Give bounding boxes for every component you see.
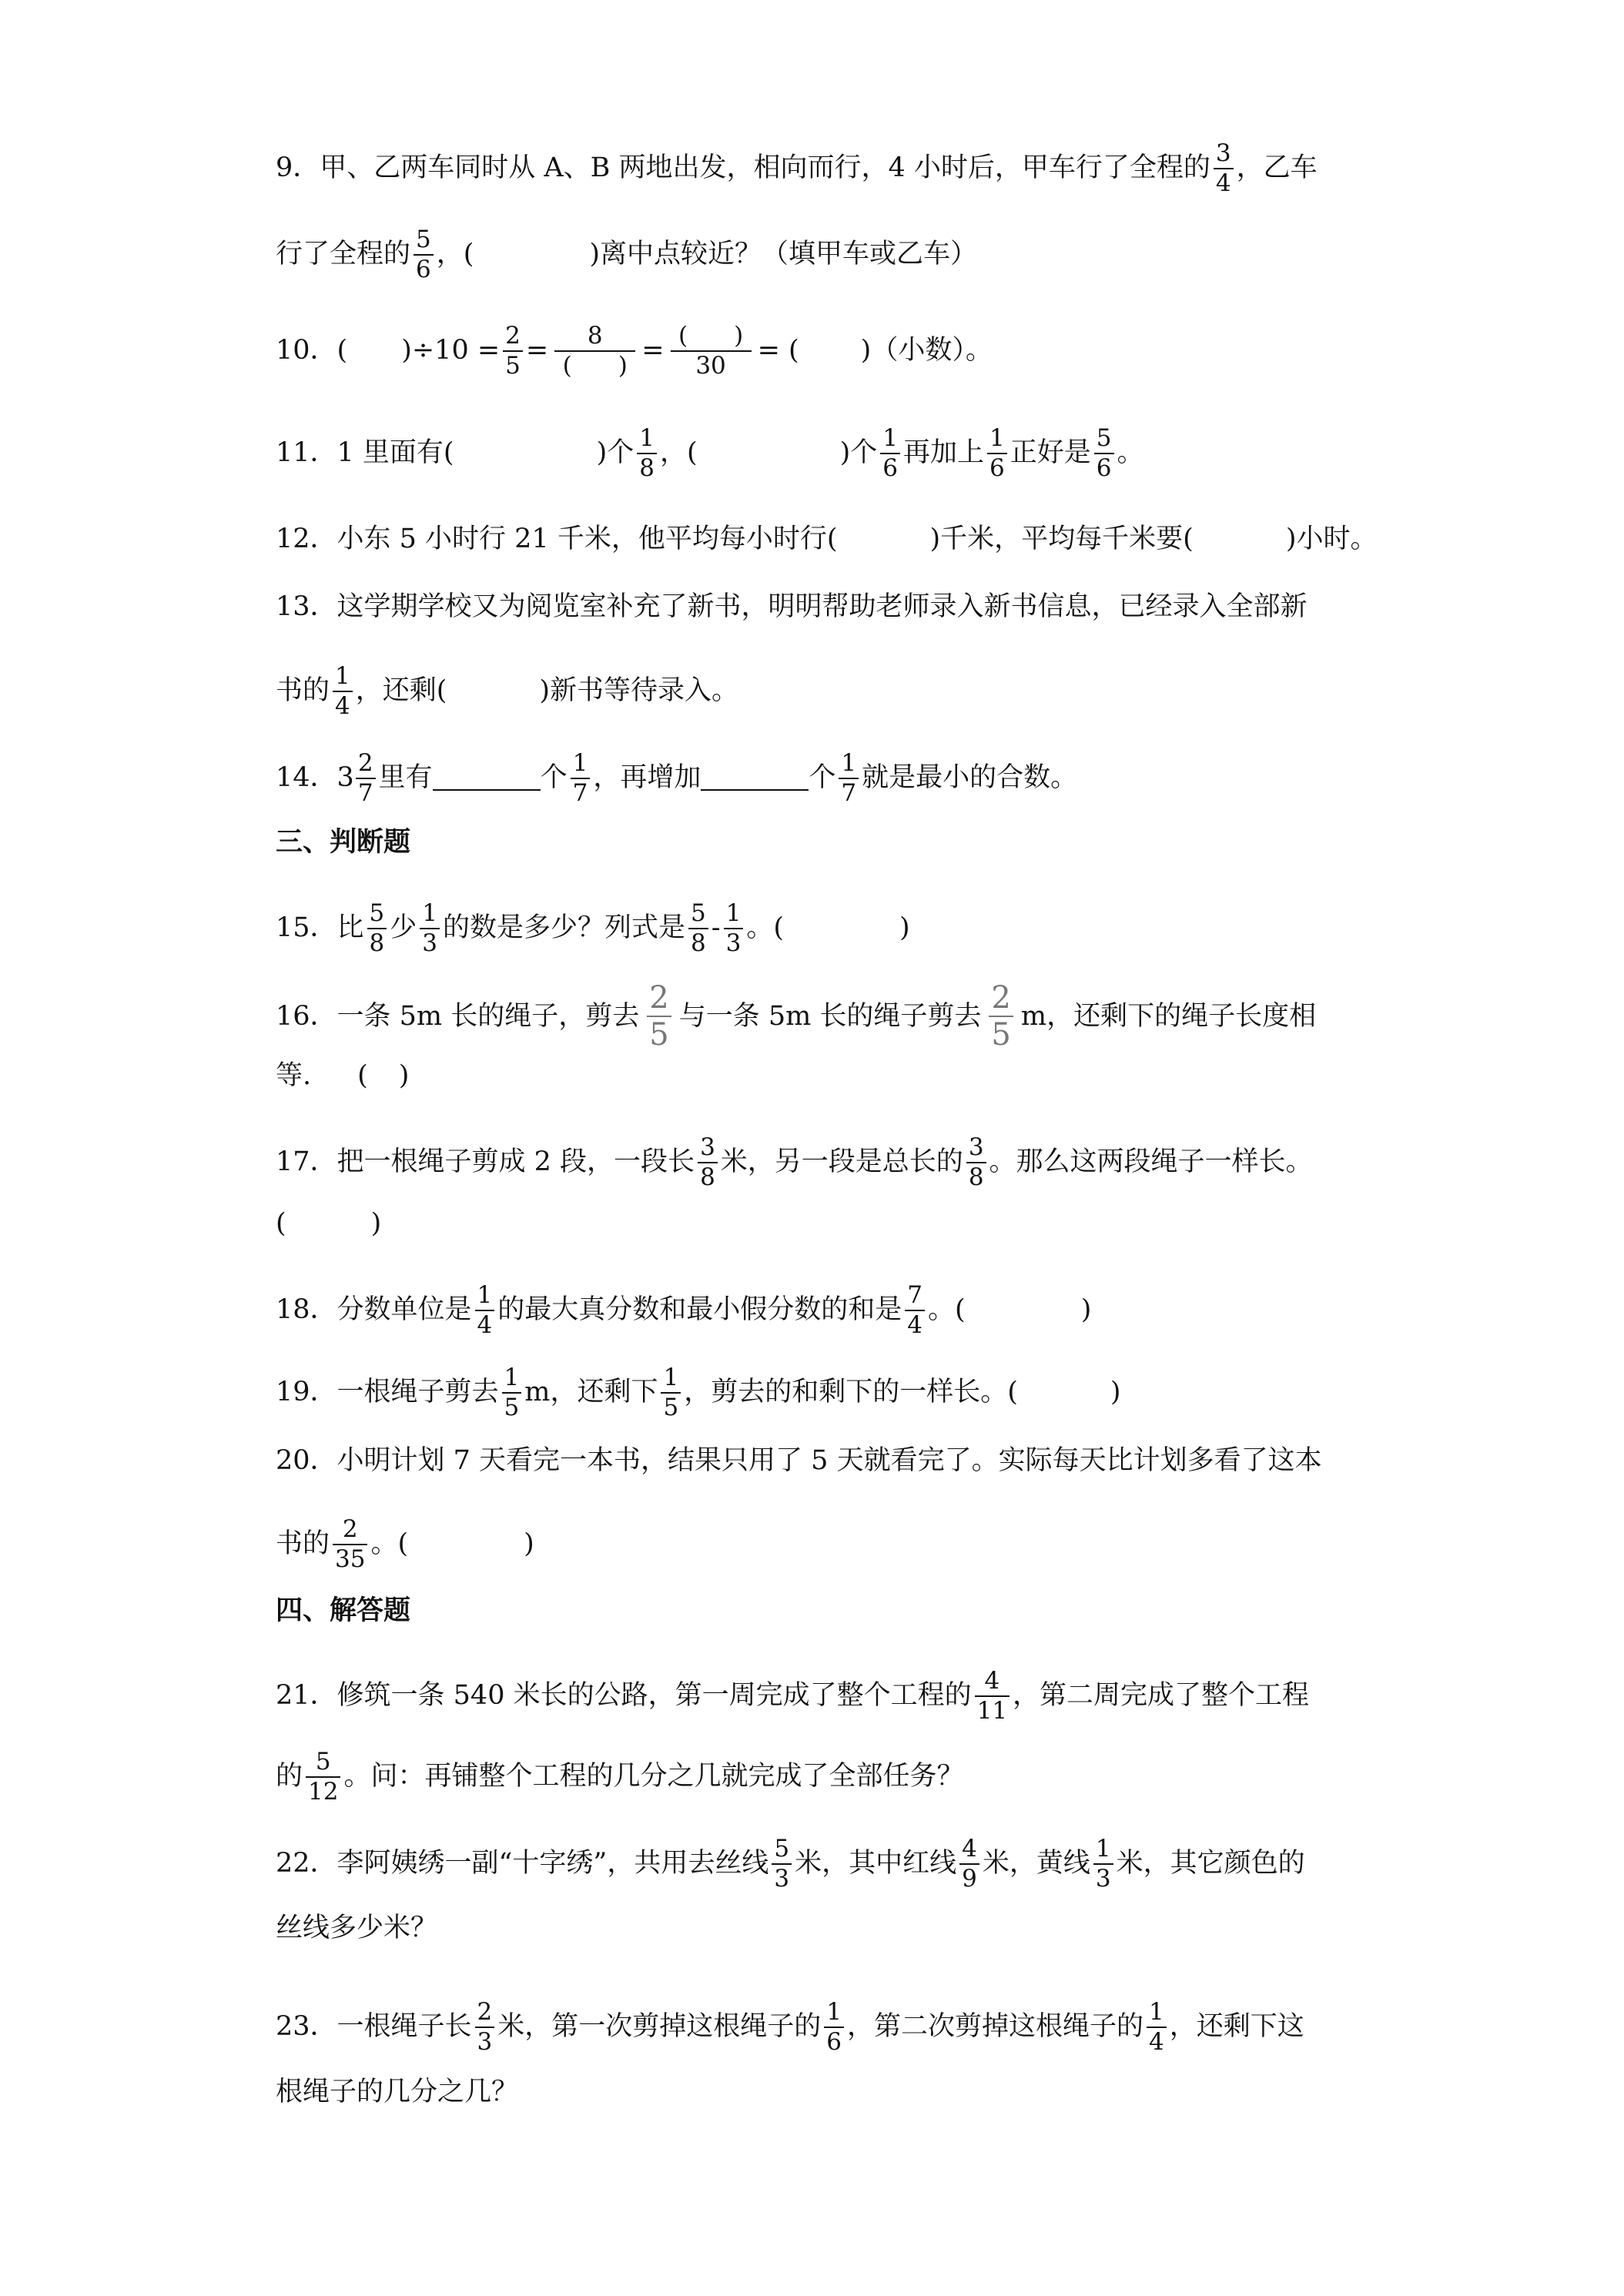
- fraction: $\frac{5}{8}$: [688, 901, 708, 956]
- fraction: $\frac{5}{3}$: [772, 1836, 792, 1891]
- question-23-line-1: 23．一根绳子长 $\frac{2}{3}$ 米，第一次剪掉这根绳子的 $\frac{1}{6}$ ，第二次剪掉这根绳子的 $\frac{1}{4}$ ，还剩下这: [276, 1998, 1304, 2056]
- question-23-line-2: 根绳子的几分之几？: [276, 2077, 519, 2107]
- fraction: $\frac{2}{5}$: [503, 323, 523, 378]
- fraction: $\frac{2}{35}$: [333, 1517, 367, 1571]
- question-22-line-2: 丝线多少米？: [276, 1913, 438, 1943]
- fraction: $\frac{3}{4}$: [1214, 141, 1234, 196]
- fraction: $\frac{1}{5}$: [661, 1365, 681, 1420]
- fraction: $\frac{5}{6}$: [1094, 426, 1114, 480]
- fraction: $\frac{4}{9}$: [959, 1836, 979, 1891]
- fraction: $\frac{3}{8}$: [966, 1135, 986, 1190]
- fraction-with-blank: $\frac{8}{( )}$: [554, 323, 635, 378]
- question-19: 19．一根绳子剪去 $\frac{1}{5}$ m，还剩下 $\frac{1}{5}$ ，剪去的和剩下的一样长。( ): [276, 1364, 1121, 1421]
- answer-underline[interactable]: [701, 766, 809, 791]
- question-13-line-2: 书的 $\frac{1}{4}$ ，还剩( )新书等待录入。: [276, 662, 739, 720]
- section-heading-answer: 四、解答题: [276, 1595, 411, 1626]
- section-heading-judgment: 三、判断题: [276, 827, 411, 858]
- question-20-line-1: 20．小明计划 7 天看完一本书，结果只用了 5 天就看完了。实际每天比计划多看了这本: [276, 1445, 1322, 1476]
- fraction-with-blank: $\frac{( )}{30}$: [671, 323, 752, 378]
- fraction: $\frac{1}{4}$: [475, 1283, 495, 1337]
- question-21-line-1: 21．修筑一条 540 米长的公路，第一周完成了整个工程的 $\frac{4}{11}$ ，第二周完成了整个工程: [276, 1667, 1310, 1725]
- fraction: $\frac{1}{4}$: [333, 664, 353, 718]
- fraction: $\frac{1}{3}$: [420, 901, 440, 956]
- question-16-line-2: 等. ( ): [276, 1060, 410, 1091]
- question-22-line-1: 22．李阿姨绣一副“十字绣”，共用去丝线 $\frac{5}{3}$ 米，其中红线 $\frac{4}{9}$ 米，黄线 $\frac{1}{3}$ 米，其它颜色的: [276, 1835, 1305, 1893]
- question-18: 18．分数单位是 $\frac{1}{4}$ 的最大真分数和最小假分数的和是 $\frac{7}{4}$ 。( ): [276, 1281, 1092, 1339]
- fraction: $\frac{1}{6}$: [880, 426, 900, 480]
- question-16-line-1: 16．一条 5m 长的绳子，剪去 $\frac{2}{5}$ 与一条 5m 长的绳子剪去 $\frac{2}{5}$ m，还剩下的绳子长度相: [276, 980, 1317, 1053]
- question-12: 12．小东 5 小时行 21 千米，他平均每小时行( )千米，平均每千米要( )小时。: [276, 524, 1378, 554]
- question-20-line-2: 书的 $\frac{2}{35}$ 。( ): [276, 1515, 534, 1573]
- mixed-number-fraction: $\frac{2}{7}$: [356, 751, 376, 805]
- fraction: $\frac{5}{12}$: [306, 1749, 340, 1804]
- q9-text: 9．甲、乙两车同时从 A、B 两地出发，相向而行，4 小时后，甲车行了全程的: [276, 152, 1210, 184]
- question-17-line-1: 17．把一根绳子剪成 2 段，一段长 $\frac{3}{8}$ 米，另一段是总长的 $\frac{3}{8}$ 。那么这两段绳子一样长。: [276, 1133, 1313, 1191]
- fraction: $\frac{1}{6}$: [987, 426, 1007, 480]
- answer-underline[interactable]: [433, 766, 541, 791]
- fraction: $\frac{1}{3}$: [724, 901, 744, 956]
- fraction: $\frac{2}{5}$: [647, 982, 671, 1051]
- fraction: $\frac{1}{6}$: [824, 2000, 844, 2054]
- question-11: 11．1 里面有( )个 $\frac{1}{8}$ ，( )个 $\frac{1}{6}$ 再加上 $\frac{1}{6}$ 正好是 $\frac{5}{6}$ 。: [276, 424, 1144, 482]
- fraction: $\frac{5}{6}$: [414, 227, 434, 282]
- fraction: $\frac{2}{3}$: [475, 2000, 495, 2054]
- fraction: $\frac{1}{7}$: [571, 751, 591, 805]
- question-9-line-1: 9．甲、乙两车同时从 A、B 两地出发，相向而行，4 小时后，甲车行了全程的 $\frac{3}{4}$ ，乙车: [276, 139, 1318, 197]
- question-13-line-1: 13．这学期学校又为阅览室补充了新书，明明帮助老师录入新书信息，已经录入全部新: [276, 591, 1308, 622]
- fraction: $\frac{3}{8}$: [698, 1135, 718, 1190]
- fraction: $\frac{1}{3}$: [1093, 1836, 1113, 1891]
- fraction: $\frac{7}{4}$: [905, 1283, 925, 1337]
- fraction: $\frac{1}{5}$: [502, 1365, 522, 1420]
- question-10: 10．( )÷10 = $\frac{2}{5}$ = $\frac{8}{( )}$ = $\frac{( )}{30}$ = ( )（小数）。: [276, 322, 993, 380]
- fraction: $\frac{1}{4}$: [1147, 2000, 1167, 2054]
- fraction: $\frac{5}{8}$: [367, 901, 387, 956]
- question-9-line-2: 行了全程的 $\frac{5}{6}$ ，( )离中点较近？（填甲车或乙车）: [276, 226, 978, 283]
- fraction: $\frac{4}{11}$: [975, 1668, 1010, 1723]
- question-15: 15．比 $\frac{5}{8}$ 少 $\frac{1}{3}$ 的数是多少？列式是 $\frac{5}{8}$ - $\frac{1}{3}$ 。( ): [276, 899, 910, 957]
- fraction: $\frac{2}{5}$: [989, 982, 1013, 1051]
- question-17-line-2: ( ): [276, 1208, 382, 1239]
- question-14: 14．3 $\frac{2}{7}$ 里有 个 $\frac{1}{7}$ ，再增加 个 $\frac{1}{7}$ 就是最小的合数。: [276, 749, 1078, 807]
- fraction: $\frac{1}{8}$: [637, 426, 657, 480]
- fraction: $\frac{1}{7}$: [839, 751, 859, 805]
- question-21-line-2: 的 $\frac{5}{12}$ 。问：再铺整个工程的几分之几就完成了全部任务？: [276, 1748, 964, 1806]
